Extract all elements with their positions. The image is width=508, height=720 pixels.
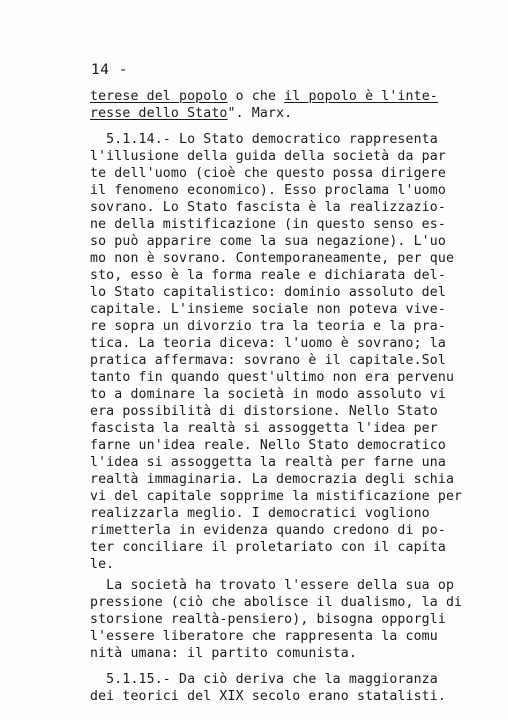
text-line xyxy=(90,165,500,182)
text-line xyxy=(90,301,500,318)
text-line xyxy=(90,284,500,301)
text-segment: te dell'uomo (cioè che questo possa dirigere xyxy=(90,166,446,181)
text-line xyxy=(90,488,500,505)
text-line xyxy=(90,539,500,556)
text-segment: lo Stato capitalistico: dominio assoluto del xyxy=(90,285,446,300)
paragraph-gap xyxy=(90,662,500,671)
text-line xyxy=(90,671,500,688)
underlined-text: terese del popolo xyxy=(90,89,228,104)
text-segment: ne della mistificazione (in questo senso es- xyxy=(90,217,446,232)
page-number: 14 - xyxy=(91,62,128,78)
text-segment: sovrano. Lo Stato fascista è la realizzazio- xyxy=(90,200,446,215)
text-line xyxy=(90,645,500,662)
text-line xyxy=(90,335,500,352)
text-segment: so può apparire come la sua negazione). L'uo xyxy=(90,234,446,249)
text-line xyxy=(90,148,500,165)
text-segment: realtà immaginaria. La democrazia degli schia xyxy=(90,472,455,487)
text-segment: pratica affermava: sovrano è il capitale.Sol xyxy=(90,353,446,368)
text-line xyxy=(90,216,500,233)
text-line xyxy=(90,352,500,369)
text-segment: o che xyxy=(227,89,285,104)
text-line xyxy=(90,182,500,199)
text-segment: il fenomeno economico). Esso proclama l'uomo xyxy=(90,183,446,198)
text-line xyxy=(90,131,500,148)
text-segment: 5.1.15.- Da ciò deriva che la maggioranza xyxy=(90,672,438,687)
text-segment: vi del capitale sopprime la mistificazione per xyxy=(90,489,463,504)
text-line xyxy=(90,556,500,573)
text-line xyxy=(90,233,500,250)
text-segment: storsione realtà-pensiero), bisogna opporgli xyxy=(90,612,446,627)
text-segment: mo non è sovrano. Contemporaneamente, per que xyxy=(90,251,455,266)
text-line xyxy=(90,420,500,437)
text-segment: le. xyxy=(90,557,115,572)
text-line xyxy=(90,267,500,284)
text-segment: tica. La teoria diceva: l'uomo è sovrano; la xyxy=(90,336,446,351)
text-segment: realizzarla meglio. I democratici vogliono xyxy=(90,506,430,521)
text-line xyxy=(90,594,500,611)
text-segment: nità umana: il partito comunista. xyxy=(90,646,357,661)
text-line xyxy=(90,386,500,403)
text-segment: re sopra un divorzio tra la teoria e la pra- xyxy=(90,319,446,334)
text-line xyxy=(90,505,500,522)
body-text xyxy=(90,88,500,705)
text-segment: tanto fin quando quest'ultimo non era pervenu xyxy=(90,370,455,385)
text-line xyxy=(90,250,500,267)
text-line xyxy=(90,522,500,539)
text-segment: ". Marx. xyxy=(227,106,293,121)
text-segment: dei teorici del XIX secolo erano statalisti. xyxy=(90,689,446,704)
text-segment: era possibilità di distorsione. Nello Stato xyxy=(90,404,438,419)
text-line xyxy=(90,688,500,705)
text-segment: rimetterla in evidenza quando credono di po- xyxy=(90,523,446,538)
text-segment: capitale. L'insieme sociale non poteva vive- xyxy=(90,302,446,317)
text-line xyxy=(90,403,500,420)
text-segment: l'idea si assoggetta la realtà per farne una xyxy=(90,455,446,470)
text-line xyxy=(90,471,500,488)
text-segment: fascista la realtà si assoggetta l'idea per xyxy=(90,421,438,436)
text-line xyxy=(90,577,500,594)
underlined-text: resse dello Stato xyxy=(90,106,228,121)
text-segment: pressione (ciò che abolisce il dualismo, la di xyxy=(90,595,463,610)
paragraph-gap xyxy=(90,122,500,131)
underlined-text: il popolo è l'inte- xyxy=(284,89,438,104)
text-line xyxy=(90,369,500,386)
text-line xyxy=(90,88,500,105)
text-line xyxy=(90,611,500,628)
text-line xyxy=(90,199,500,216)
text-line xyxy=(90,105,500,122)
text-line xyxy=(90,318,500,335)
text-segment: sto, esso è la forma reale e dichiarata del- xyxy=(90,268,446,283)
text-line xyxy=(90,628,500,645)
text-segment: l'essere liberatore che rappresenta la comu xyxy=(90,629,438,644)
text-segment: to a dominare la società in modo assoluto vi xyxy=(90,387,446,402)
text-segment: l'illusione della guida della società da par xyxy=(90,149,446,164)
text-segment: farne un'idea reale. Nello Stato democratico xyxy=(90,438,446,453)
text-line xyxy=(90,454,500,471)
text-segment: ter conciliare il proletariato con il capita xyxy=(90,540,446,555)
text-line xyxy=(90,437,500,454)
text-segment: La società ha trovato l'essere della sua op xyxy=(90,578,455,593)
text-segment: 5.1.14.- Lo Stato democratico rappresenta xyxy=(90,132,438,147)
